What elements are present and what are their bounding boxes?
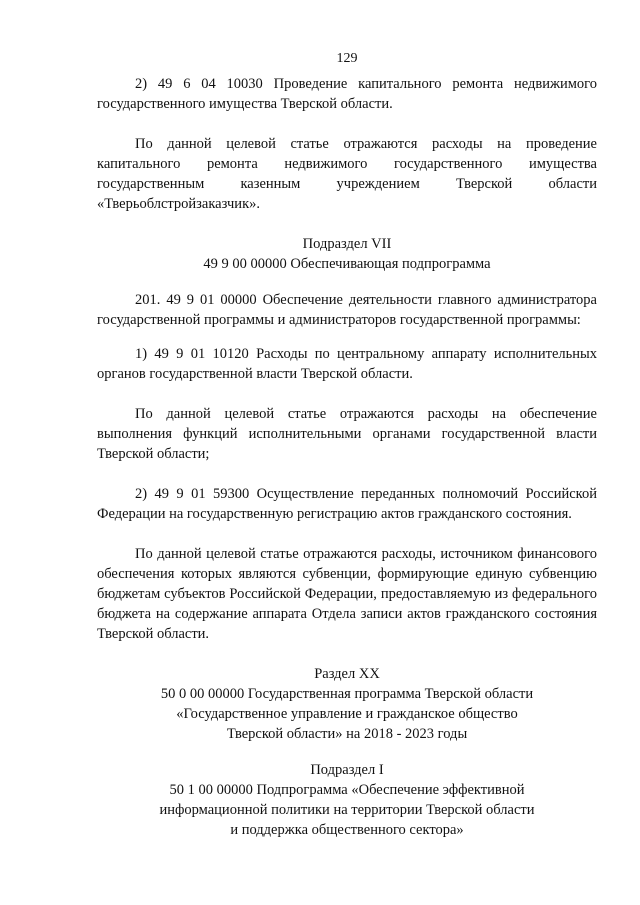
paragraph-capital-repair-code: 2) 49 6 04 10030 Проведение капитального ремонта недвижимого государственного имущества Тверской области. [97, 76, 597, 112]
subsection-7-heading [97, 234, 597, 274]
subsection-1-title: Подраздел I [310, 762, 384, 778]
subsection-1-line-3: и поддержка общественного сектора» [230, 822, 464, 838]
section-20-line-1: 50 0 00 00000 Государственная программа Тверской области [160, 686, 534, 702]
section-20-line-3: Тверской области» на 2018 - 2023 годы [226, 726, 468, 742]
section-20-heading [97, 664, 597, 744]
page-number: 129 [336, 51, 358, 66]
paragraph-civil-registration-description: По данной целевой статье отражаются расходы, источником финансового обеспечения которых являются субвенции, формирующие единую субвенцию бюджетам субъектов Российской Федерации, предоставляемую из федерального бюджета на содержание аппарата Отдела записи актов гражданского состояния Тверской области. [97, 546, 597, 642]
paragraph-central-apparatus-code: 1) 49 9 01 10120 Расходы по центральному аппарату исполнительных органов государственной власти Тверской области. [97, 346, 597, 382]
paragraph-central-apparatus-description: По данной целевой статье отражаются расходы на обеспечение выполнения функций исполнительными органами государственной власти Тверской области; [97, 406, 597, 462]
document-page [97, 50, 597, 856]
subsection-7-title: Подраздел VII [302, 236, 392, 252]
paragraph-201-administrator: 201. 49 9 01 00000 Обеспечение деятельности главного администратора государственной программы и администраторов государственной программы: [97, 292, 597, 328]
paragraph-capital-repair-description: По данной целевой статье отражаются расходы на проведение капитального ремонта недвижимого государственного имущества государственным казенным учреждением Тверской области «Тверьоблстройзаказчик». [97, 136, 597, 212]
subsection-1-heading [97, 760, 597, 840]
paragraph-civil-registration-code: 2) 49 9 01 59300 Осуществление переданных полномочий Российской Федерации на государственную регистрацию актов гражданского состояния. [97, 486, 597, 522]
subsection-1-line-1: 50 1 00 00000 Подпрограмма «Обеспечение эффективной [169, 782, 525, 798]
section-20-title: Раздел XX [314, 666, 380, 682]
section-20-line-2: «Государственное управление и гражданское общество [176, 706, 518, 722]
subsection-1-line-2: информационной политики на территории Тверской области [159, 802, 535, 818]
subsection-7-subtitle: 49 9 00 00000 Обеспечивающая подпрограмма [203, 256, 491, 272]
